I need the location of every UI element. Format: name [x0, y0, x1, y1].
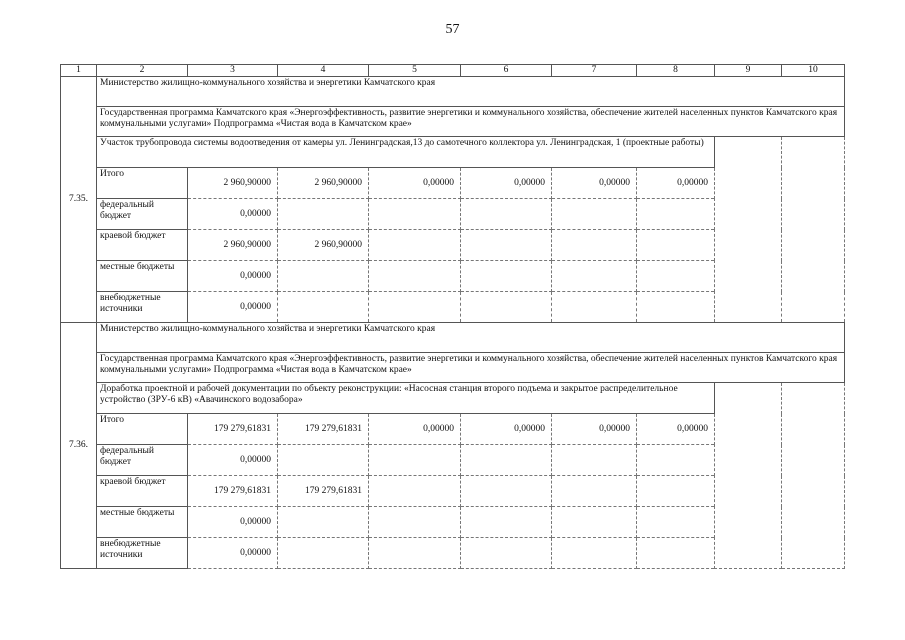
amount-cell [278, 538, 369, 569]
funding-source-label: внебюджетные источники [97, 538, 188, 569]
amount-cell [637, 230, 715, 261]
amount-cell: 0,00000 [188, 538, 278, 569]
budget-table [60, 64, 845, 569]
amount-cell: 0,00000 [188, 261, 278, 292]
amount-cell [369, 230, 461, 261]
amount-cell [552, 445, 637, 476]
amount-cell [637, 538, 715, 569]
amount-cell [461, 507, 552, 538]
section-object-row [61, 137, 845, 168]
amount-cell [552, 476, 637, 507]
object-description: Доработка проектной и рабочей документации по объекту реконструкции: «Насосная станция второго подъема и закрытое распределительное устройство (ЗРУ-6 кВ) «Авачинского водозабора» [97, 383, 715, 414]
amount-cell [637, 476, 715, 507]
amount-cell: 0,00000 [188, 199, 278, 230]
section-ministry-row [61, 77, 845, 107]
amount-cell [278, 261, 369, 292]
object-description: Участок трубопровода системы водоотведения от камеры ул. Ленинградская,13 до самотечного коллектора ул. Ленинградская, 1 (проектные работы) [97, 137, 715, 168]
section-ministry-row [61, 323, 845, 353]
amount-cell [637, 199, 715, 230]
amount-cell: 0,00000 [552, 168, 637, 199]
amount-cell [552, 507, 637, 538]
amount-cell [461, 476, 552, 507]
funding-source-label: Итого [97, 414, 188, 445]
column-10-cell [782, 137, 845, 323]
ministry-name: Министерство жилищно-коммунального хозяйства и энергетики Камчатского края [97, 77, 845, 107]
header-col-9: 9 [715, 65, 782, 77]
amount-cell [552, 230, 637, 261]
amount-cell [369, 445, 461, 476]
amount-cell [637, 507, 715, 538]
header-col-5: 5 [369, 65, 461, 77]
header-col-10: 10 [782, 65, 845, 77]
amount-cell [278, 445, 369, 476]
funding-source-label: местные бюджеты [97, 261, 188, 292]
amount-cell [369, 199, 461, 230]
funding-source-label: внебюджетные источники [97, 292, 188, 323]
amount-cell [637, 292, 715, 323]
header-col-1: 1 [61, 65, 97, 77]
amount-cell: 0,00000 [369, 414, 461, 445]
funding-source-label: краевой бюджет [97, 230, 188, 261]
amount-cell: 2 960,90000 [188, 230, 278, 261]
header-col-8: 8 [637, 65, 715, 77]
page-number: 57 [445, 22, 460, 37]
amount-cell [461, 292, 552, 323]
funding-source-label: Итого [97, 168, 188, 199]
amount-cell [552, 261, 637, 292]
section-program-row [61, 107, 845, 137]
amount-cell [369, 538, 461, 569]
amount-cell [278, 199, 369, 230]
program-name: Государственная программа Камчатского края «Энергоэффективность, развитие энергетики и коммунального хозяйства, обеспечение жителей населенных пунктов Камчатского края коммунальными услугами» Подпрограмма «Чистая вода в Камчатском крае» [97, 107, 845, 137]
amount-cell [461, 199, 552, 230]
amount-cell: 0,00000 [552, 414, 637, 445]
amount-cell [369, 261, 461, 292]
amount-cell: 2 960,90000 [278, 230, 369, 261]
column-9-cell [715, 137, 782, 323]
amount-cell [369, 292, 461, 323]
funding-source-label: федеральный бюджет [97, 199, 188, 230]
header-col-3: 3 [188, 65, 278, 77]
section-number: 7.36. [61, 323, 97, 569]
amount-cell [369, 476, 461, 507]
header-col-7: 7 [552, 65, 637, 77]
amount-cell [369, 507, 461, 538]
amount-cell [552, 292, 637, 323]
amount-cell [461, 538, 552, 569]
amount-cell [278, 292, 369, 323]
program-name: Государственная программа Камчатского края «Энергоэффективность, развитие энергетики и коммунального хозяйства, обеспечение жителей населенных пунктов Камчатского края коммунальными услугами» Подпрограмма «Чистая вода в Камчатском крае» [97, 353, 845, 383]
header-col-4: 4 [278, 65, 369, 77]
amount-cell: 0,00000 [188, 292, 278, 323]
funding-source-label: местные бюджеты [97, 507, 188, 538]
amount-cell: 179 279,61831 [278, 414, 369, 445]
amount-cell [461, 230, 552, 261]
amount-cell: 0,00000 [188, 445, 278, 476]
amount-cell: 0,00000 [369, 168, 461, 199]
amount-cell [552, 199, 637, 230]
header-col-6: 6 [461, 65, 552, 77]
column-9-cell [715, 383, 782, 569]
funding-source-label: краевой бюджет [97, 476, 188, 507]
funding-source-label: федеральный бюджет [97, 445, 188, 476]
amount-cell: 0,00000 [637, 168, 715, 199]
amount-cell: 0,00000 [637, 414, 715, 445]
amount-cell: 179 279,61831 [188, 476, 278, 507]
amount-cell [278, 507, 369, 538]
amount-cell [461, 445, 552, 476]
amount-cell [461, 261, 552, 292]
amount-cell: 0,00000 [461, 414, 552, 445]
amount-cell: 2 960,90000 [188, 168, 278, 199]
header-col-2: 2 [97, 65, 188, 77]
amount-cell [637, 445, 715, 476]
section-number: 7.35. [61, 77, 97, 323]
section-program-row [61, 353, 845, 383]
amount-cell: 0,00000 [461, 168, 552, 199]
amount-cell: 179 279,61831 [188, 414, 278, 445]
amount-cell [637, 261, 715, 292]
amount-cell: 179 279,61831 [278, 476, 369, 507]
section-object-row [61, 383, 845, 414]
column-10-cell [782, 383, 845, 569]
amount-cell: 0,00000 [188, 507, 278, 538]
amount-cell [552, 538, 637, 569]
header-row [61, 65, 845, 77]
ministry-name: Министерство жилищно-коммунального хозяйства и энергетики Камчатского края [97, 323, 845, 353]
amount-cell: 2 960,90000 [278, 168, 369, 199]
